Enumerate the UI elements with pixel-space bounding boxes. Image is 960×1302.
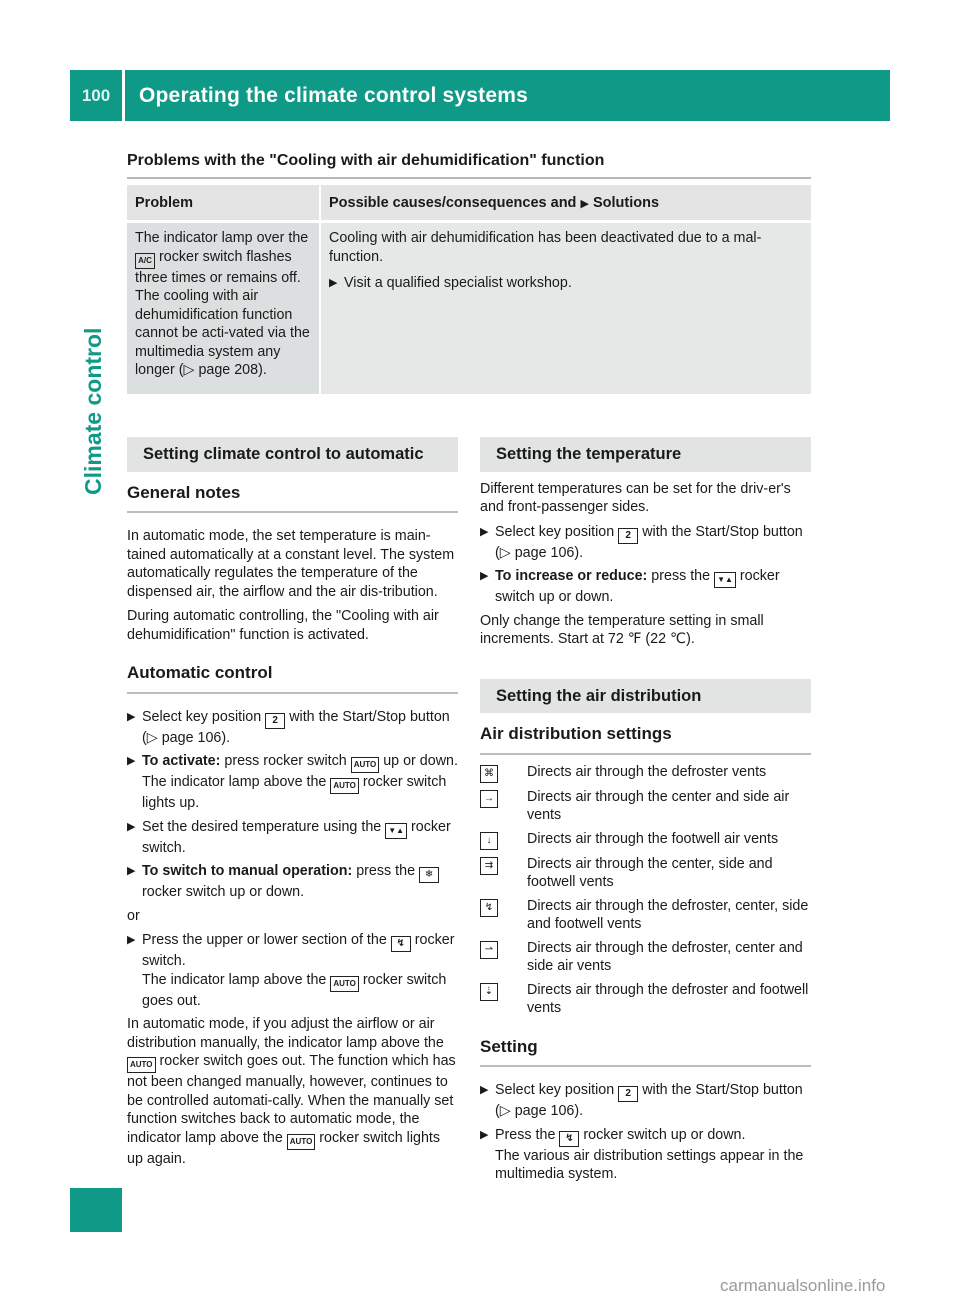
step-text: with the Start/Stop button (▷ page 106).	[495, 523, 803, 561]
para-text: In automatic mode, if you adjust the airflow or air distribution manually, the indicator lamp above the	[127, 1016, 444, 1051]
step-text: rocker switch up or down.	[495, 568, 780, 605]
step-increase-reduce	[480, 567, 811, 607]
key-2-icon: 2	[618, 1086, 638, 1102]
arrow-icon: ▶	[127, 865, 136, 877]
table-row	[127, 222, 811, 394]
step-set-temperature	[127, 818, 458, 858]
airflow-icon: ❄	[419, 867, 439, 883]
air-settings-title: Air distribution settings	[480, 725, 811, 755]
page-number: 100	[81, 85, 111, 105]
arrow-icon: ▶	[480, 1084, 489, 1096]
air-row-text: Directs air through the center and side air vents	[527, 788, 790, 823]
center-vent-icon: →	[480, 788, 527, 825]
temp-p1: Different temperatures can be set for the driv-er's and front-passenger sides.	[480, 480, 791, 515]
arrow-icon: ▶	[480, 570, 489, 582]
key-2-icon: 2	[618, 528, 638, 544]
auto-icon: AUTO	[127, 1057, 156, 1073]
section-band-air-distribution: Setting the air distribution	[480, 679, 811, 714]
step-text: Set the desired temperature using the	[142, 818, 382, 835]
step-text: rocker switch up or down.	[583, 1126, 746, 1143]
col-causes-text: Possible causes/consequences and	[329, 195, 577, 211]
solution-step	[329, 274, 803, 293]
air-row	[480, 830, 811, 850]
air-distribution-icon: ↯	[391, 936, 411, 952]
temperature-rocker-icon: ▼▲	[714, 572, 736, 588]
arrow-icon: ▶	[329, 277, 338, 289]
col-causes	[320, 185, 811, 222]
step-text: press the	[356, 863, 416, 879]
solution-text: Visit a qualified specialist workshop.	[344, 275, 572, 291]
auto-icon: AUTO	[330, 976, 359, 992]
center-footwell-icon: ⇉	[480, 855, 527, 892]
step-text: rocker switch goes out.	[142, 971, 447, 1009]
automatic-mode-paragraph	[127, 1015, 458, 1168]
problem-cell	[127, 222, 320, 394]
step-text: The indicator lamp above the	[142, 774, 327, 790]
arrow-icon: ▶	[127, 820, 136, 833]
defrost-icon: ⌘	[480, 763, 527, 783]
air-row-text: Directs air through the defroster vents	[527, 763, 767, 780]
left-column	[127, 437, 458, 1174]
air-row	[480, 788, 811, 825]
step-text: The various air distribution settings appear in the multimedia system.	[495, 1147, 804, 1182]
step-select-key	[480, 1081, 811, 1121]
auto-icon: AUTO	[330, 778, 359, 794]
air-row-text: Directs air through the defroster, center, side and footwell vents	[527, 897, 809, 932]
step-bold: To increase or reduce:	[495, 568, 648, 584]
table-header-row	[127, 185, 811, 222]
step-text: with the Start/Stop button (▷ page 106).	[495, 1082, 803, 1119]
automatic-control-title: Automatic control	[127, 664, 458, 694]
air-row	[480, 981, 811, 1018]
temperature-rocker-icon: ▼▲	[385, 823, 407, 839]
temp-p2: Only change the temperature setting in small increments. Start at 72 ℉ (22 ℃).	[480, 612, 764, 647]
defrost-center-icon: ⇀	[480, 939, 527, 976]
or-text: or	[127, 907, 140, 924]
para-text: rocker switch goes out. The function which has not been changed manually, however, continues to be controlled automati-cally. When the manually set function switches back to automatic mode, the indicator lamp above the	[127, 1053, 456, 1146]
step-press-rocker	[480, 1126, 811, 1184]
step-select-key	[127, 708, 458, 748]
step-text: Select key position	[495, 523, 615, 540]
general-p1: In automatic mode, the set temperature is main-tained automatically at a constant level. The system automatically regulates the temperature of the dispensed air, the airflow and the air dis-tribution.	[127, 528, 455, 600]
step-text: rocker switch.	[142, 932, 455, 969]
problem-text-post: rocker switch flashes three times or remains off. The cooling with air dehumidification function cannot be acti-vated via the multimedia system any longer (▷ page 208).	[135, 248, 310, 378]
col-problem: Problem	[127, 185, 320, 222]
air-row-text: Directs air through the center, side and footwell vents	[527, 855, 773, 890]
general-p2: During automatic controlling, the "Cooling with air dehumidification" function is activated.	[127, 608, 439, 643]
air-row-text: Directs air through the footwell air vents	[527, 830, 779, 847]
arrow-icon: ▶	[127, 934, 136, 946]
right-column	[480, 437, 811, 1189]
step-text: rocker switch lights up.	[142, 774, 447, 811]
air-row	[480, 855, 811, 892]
causes-cell	[320, 222, 811, 394]
arrow-icon: ▶	[127, 755, 136, 767]
step-text: rocker switch.	[142, 818, 451, 856]
step-text: with the Start/Stop button (▷ page 106).	[142, 708, 450, 746]
step-activate	[127, 752, 458, 813]
step-bold: To activate:	[142, 753, 221, 769]
setting-title: Setting	[480, 1038, 811, 1068]
problems-rule	[127, 177, 811, 179]
general-notes-title: General notes	[127, 484, 458, 514]
step-text: Select key position	[495, 1082, 615, 1098]
arrow-icon: ▶	[127, 710, 136, 723]
cause-text: Cooling with air dehumidification has been deactivated due to a mal-function.	[329, 230, 762, 265]
page-header	[70, 70, 890, 121]
problems-table	[127, 185, 811, 394]
step-text: Select key position	[142, 708, 262, 725]
page-title: Operating the climate control systems	[139, 83, 529, 107]
section-band-temperature: Setting the temperature	[480, 437, 811, 472]
air-distribution-icon: ↯	[559, 1131, 579, 1147]
defrost-footwell-icon: ⇣	[480, 981, 527, 1018]
step-text: rocker switch up or down.	[142, 884, 305, 900]
section-band-automatic: Setting climate control to automatic	[127, 437, 458, 472]
air-row	[480, 897, 811, 934]
step-air-distribution	[127, 931, 458, 1010]
side-tab-marker	[70, 1188, 122, 1232]
key-2-icon: 2	[265, 713, 285, 729]
auto-icon: AUTO	[351, 757, 380, 773]
arrow-icon: ▶	[480, 525, 489, 538]
air-row	[480, 763, 811, 783]
ac-key-icon: A/C	[135, 253, 155, 269]
step-text: press rocker switch	[224, 753, 347, 769]
problem-text-pre: The indicator lamp over the	[135, 230, 309, 246]
col-solutions-text: Solutions	[592, 195, 660, 211]
arrow-icon: ▶	[480, 1128, 489, 1141]
side-section-label: Climate control	[80, 327, 106, 495]
step-text: up or down.	[383, 753, 458, 769]
step-select-key	[480, 523, 811, 563]
step-bold: To switch to manual operation:	[142, 863, 353, 879]
auto-icon: AUTO	[287, 1134, 316, 1150]
step-text: Press the	[495, 1126, 556, 1143]
step-text: The indicator lamp above the	[142, 971, 327, 988]
watermark: carmanualsonline.info	[720, 1276, 886, 1295]
para-text: rocker switch lights up again.	[127, 1129, 441, 1167]
arrow-icon: ▶	[580, 198, 589, 210]
air-row-text: Directs air through the defroster, center and side air vents	[527, 939, 803, 974]
step-text: press the	[651, 568, 711, 584]
step-manual	[127, 862, 458, 902]
footwell-icon: ↓	[480, 830, 527, 850]
problems-heading: Problems with the "Cooling with air dehumidification" function	[127, 152, 605, 169]
step-text: Press the upper or lower section of the	[142, 932, 387, 948]
air-row	[480, 939, 811, 976]
all-vents-icon: ↯	[480, 897, 527, 934]
air-row-text: Directs air through the defroster and footwell vents	[527, 981, 809, 1016]
